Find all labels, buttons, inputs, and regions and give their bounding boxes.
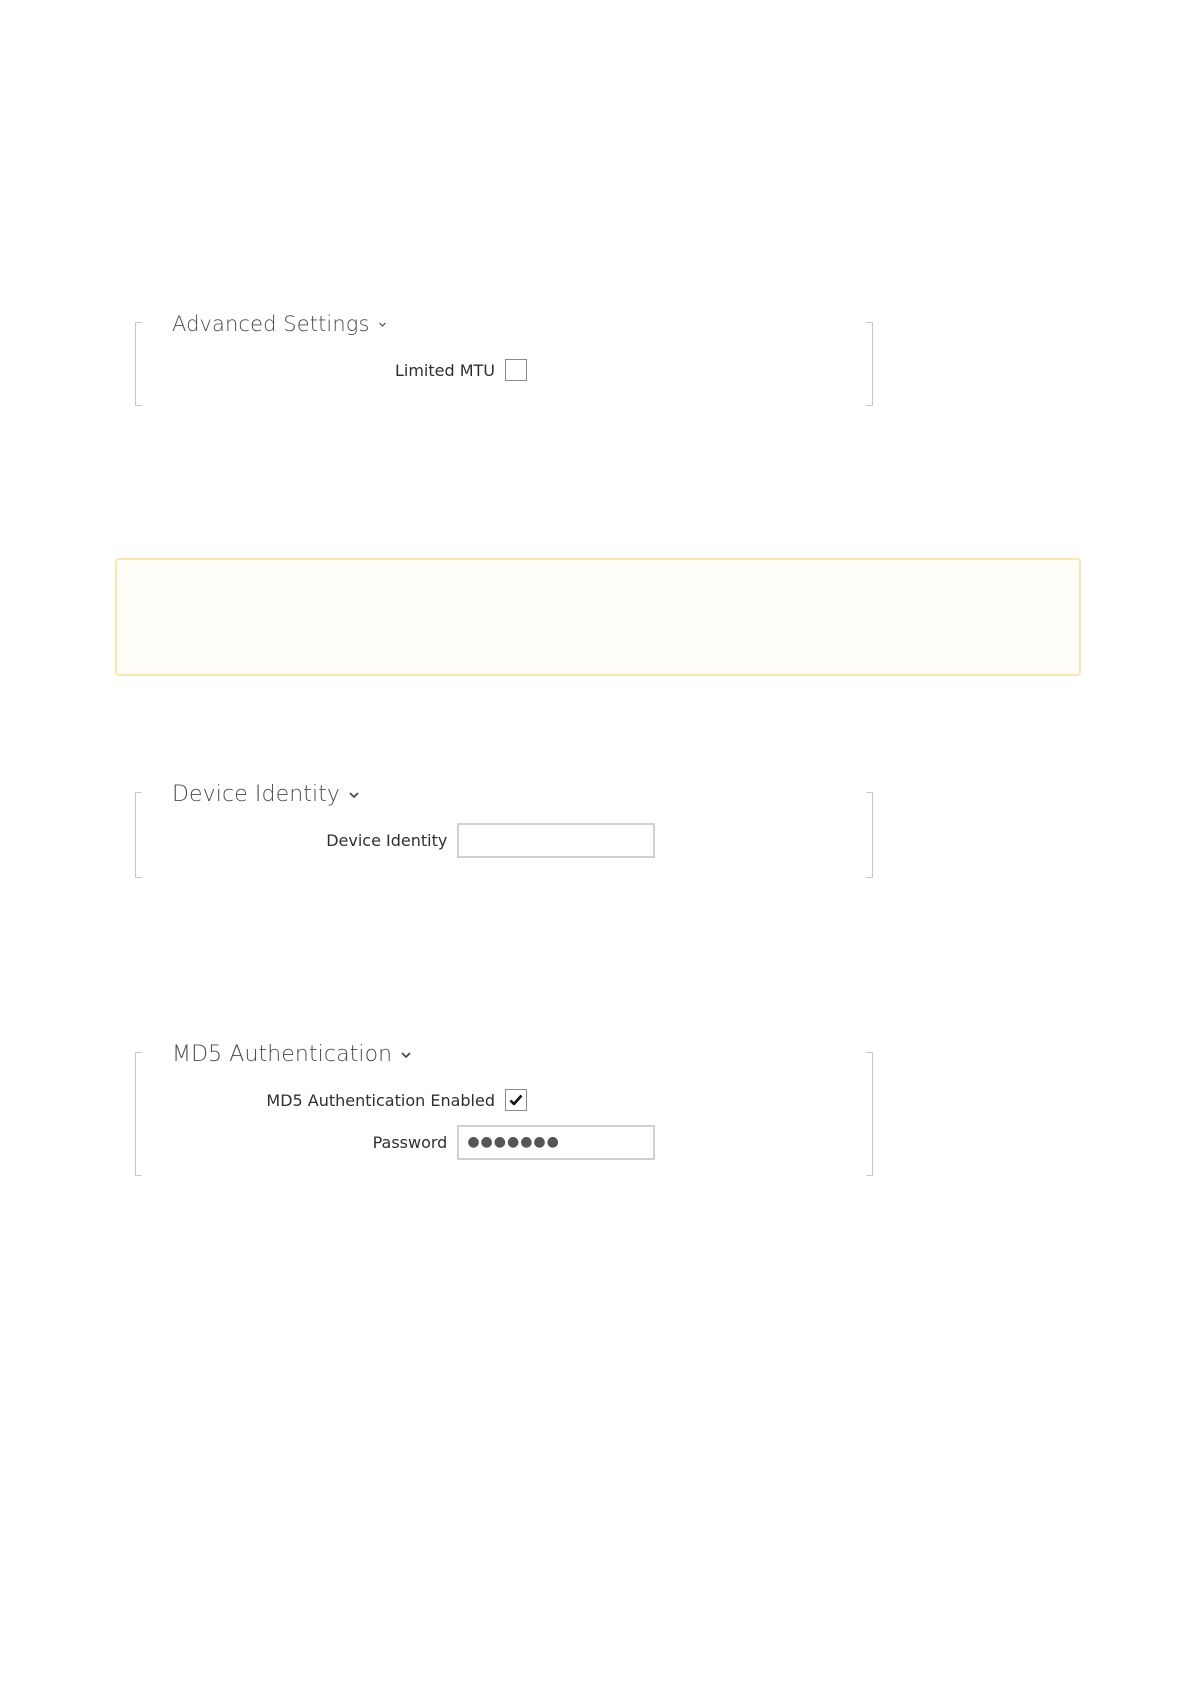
limited-mtu-row (135, 352, 655, 388)
md5-enabled-label: MD5 Authentication Enabled (266, 1090, 495, 1110)
md5-enabled-checkbox[interactable] (505, 1089, 527, 1111)
device-identity-header[interactable] (172, 782, 360, 807)
limited-mtu-checkbox[interactable] (505, 359, 527, 381)
md5-authentication-title: MD5 Authentication (172, 1042, 393, 1067)
advanced-settings-title: Advanced Settings (172, 312, 370, 336)
password-row (135, 1124, 655, 1160)
password-label: Password (372, 1132, 448, 1152)
md5-enabled-row (135, 1082, 655, 1118)
checkmark-icon (508, 1092, 524, 1108)
device-identity-row (135, 822, 655, 858)
limited-mtu-label: Limited MTU (394, 360, 495, 380)
advanced-settings-header[interactable] (172, 312, 387, 336)
device-identity-section (135, 782, 873, 878)
notice-box (115, 558, 1081, 676)
chevron-down-icon (348, 789, 360, 801)
section-bracket-right (866, 322, 873, 406)
device-identity-label: Device Identity (326, 830, 448, 850)
md5-authentication-header[interactable] (172, 1042, 412, 1067)
chevron-down-icon (378, 320, 387, 329)
device-identity-title: Device Identity (172, 782, 341, 807)
md5-authentication-section (135, 1042, 873, 1176)
chevron-down-icon (400, 1049, 412, 1061)
section-bracket-right (866, 1052, 873, 1176)
password-input[interactable]: ●●●●●●● (457, 1125, 655, 1160)
device-identity-input[interactable] (457, 823, 655, 858)
advanced-settings-section (135, 312, 873, 406)
section-bracket-right (866, 792, 873, 878)
